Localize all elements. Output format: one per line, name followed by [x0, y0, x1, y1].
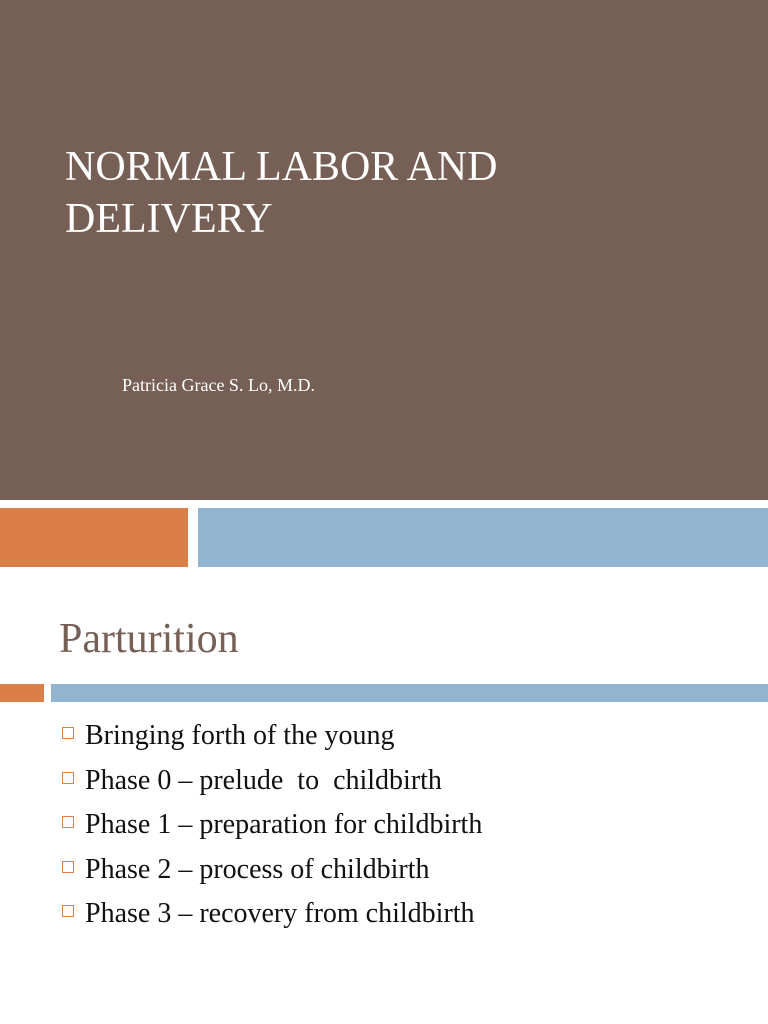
- bullet-text: Phase 0 – prelude to childbirth: [85, 764, 442, 796]
- list-item: [62, 892, 482, 937]
- slide-title: Parturition: [59, 616, 239, 662]
- title-rule-blue: [51, 684, 768, 702]
- square-outline-bullet-icon: [62, 816, 74, 828]
- square-outline-bullet-icon: [62, 861, 74, 873]
- title-slide: [0, 0, 768, 500]
- bullet-list: [62, 714, 482, 937]
- presentation-title: [65, 141, 705, 245]
- bullet-text: Phase 3 – recovery from childbirth: [85, 898, 475, 930]
- title-line-2: DELIVERY: [65, 196, 273, 242]
- square-outline-bullet-icon: [62, 727, 74, 739]
- list-item: [62, 714, 482, 759]
- square-outline-bullet-icon: [62, 772, 74, 784]
- title-rule-orange: [0, 684, 44, 702]
- list-item: [62, 848, 482, 893]
- list-item: [62, 759, 482, 804]
- title-line-1: NORMAL LABOR AND: [65, 144, 498, 190]
- bullet-text: Phase 2 – process of childbirth: [85, 853, 430, 885]
- accent-band-blue: [198, 508, 768, 567]
- bullet-text: Bringing forth of the young: [85, 720, 395, 752]
- bullet-text: Phase 1 – preparation for childbirth: [85, 809, 483, 841]
- author-name: Patricia Grace S. Lo, M.D.: [122, 375, 315, 395]
- list-item: [62, 803, 482, 848]
- accent-band-orange: [0, 508, 188, 567]
- square-outline-bullet-icon: [62, 905, 74, 917]
